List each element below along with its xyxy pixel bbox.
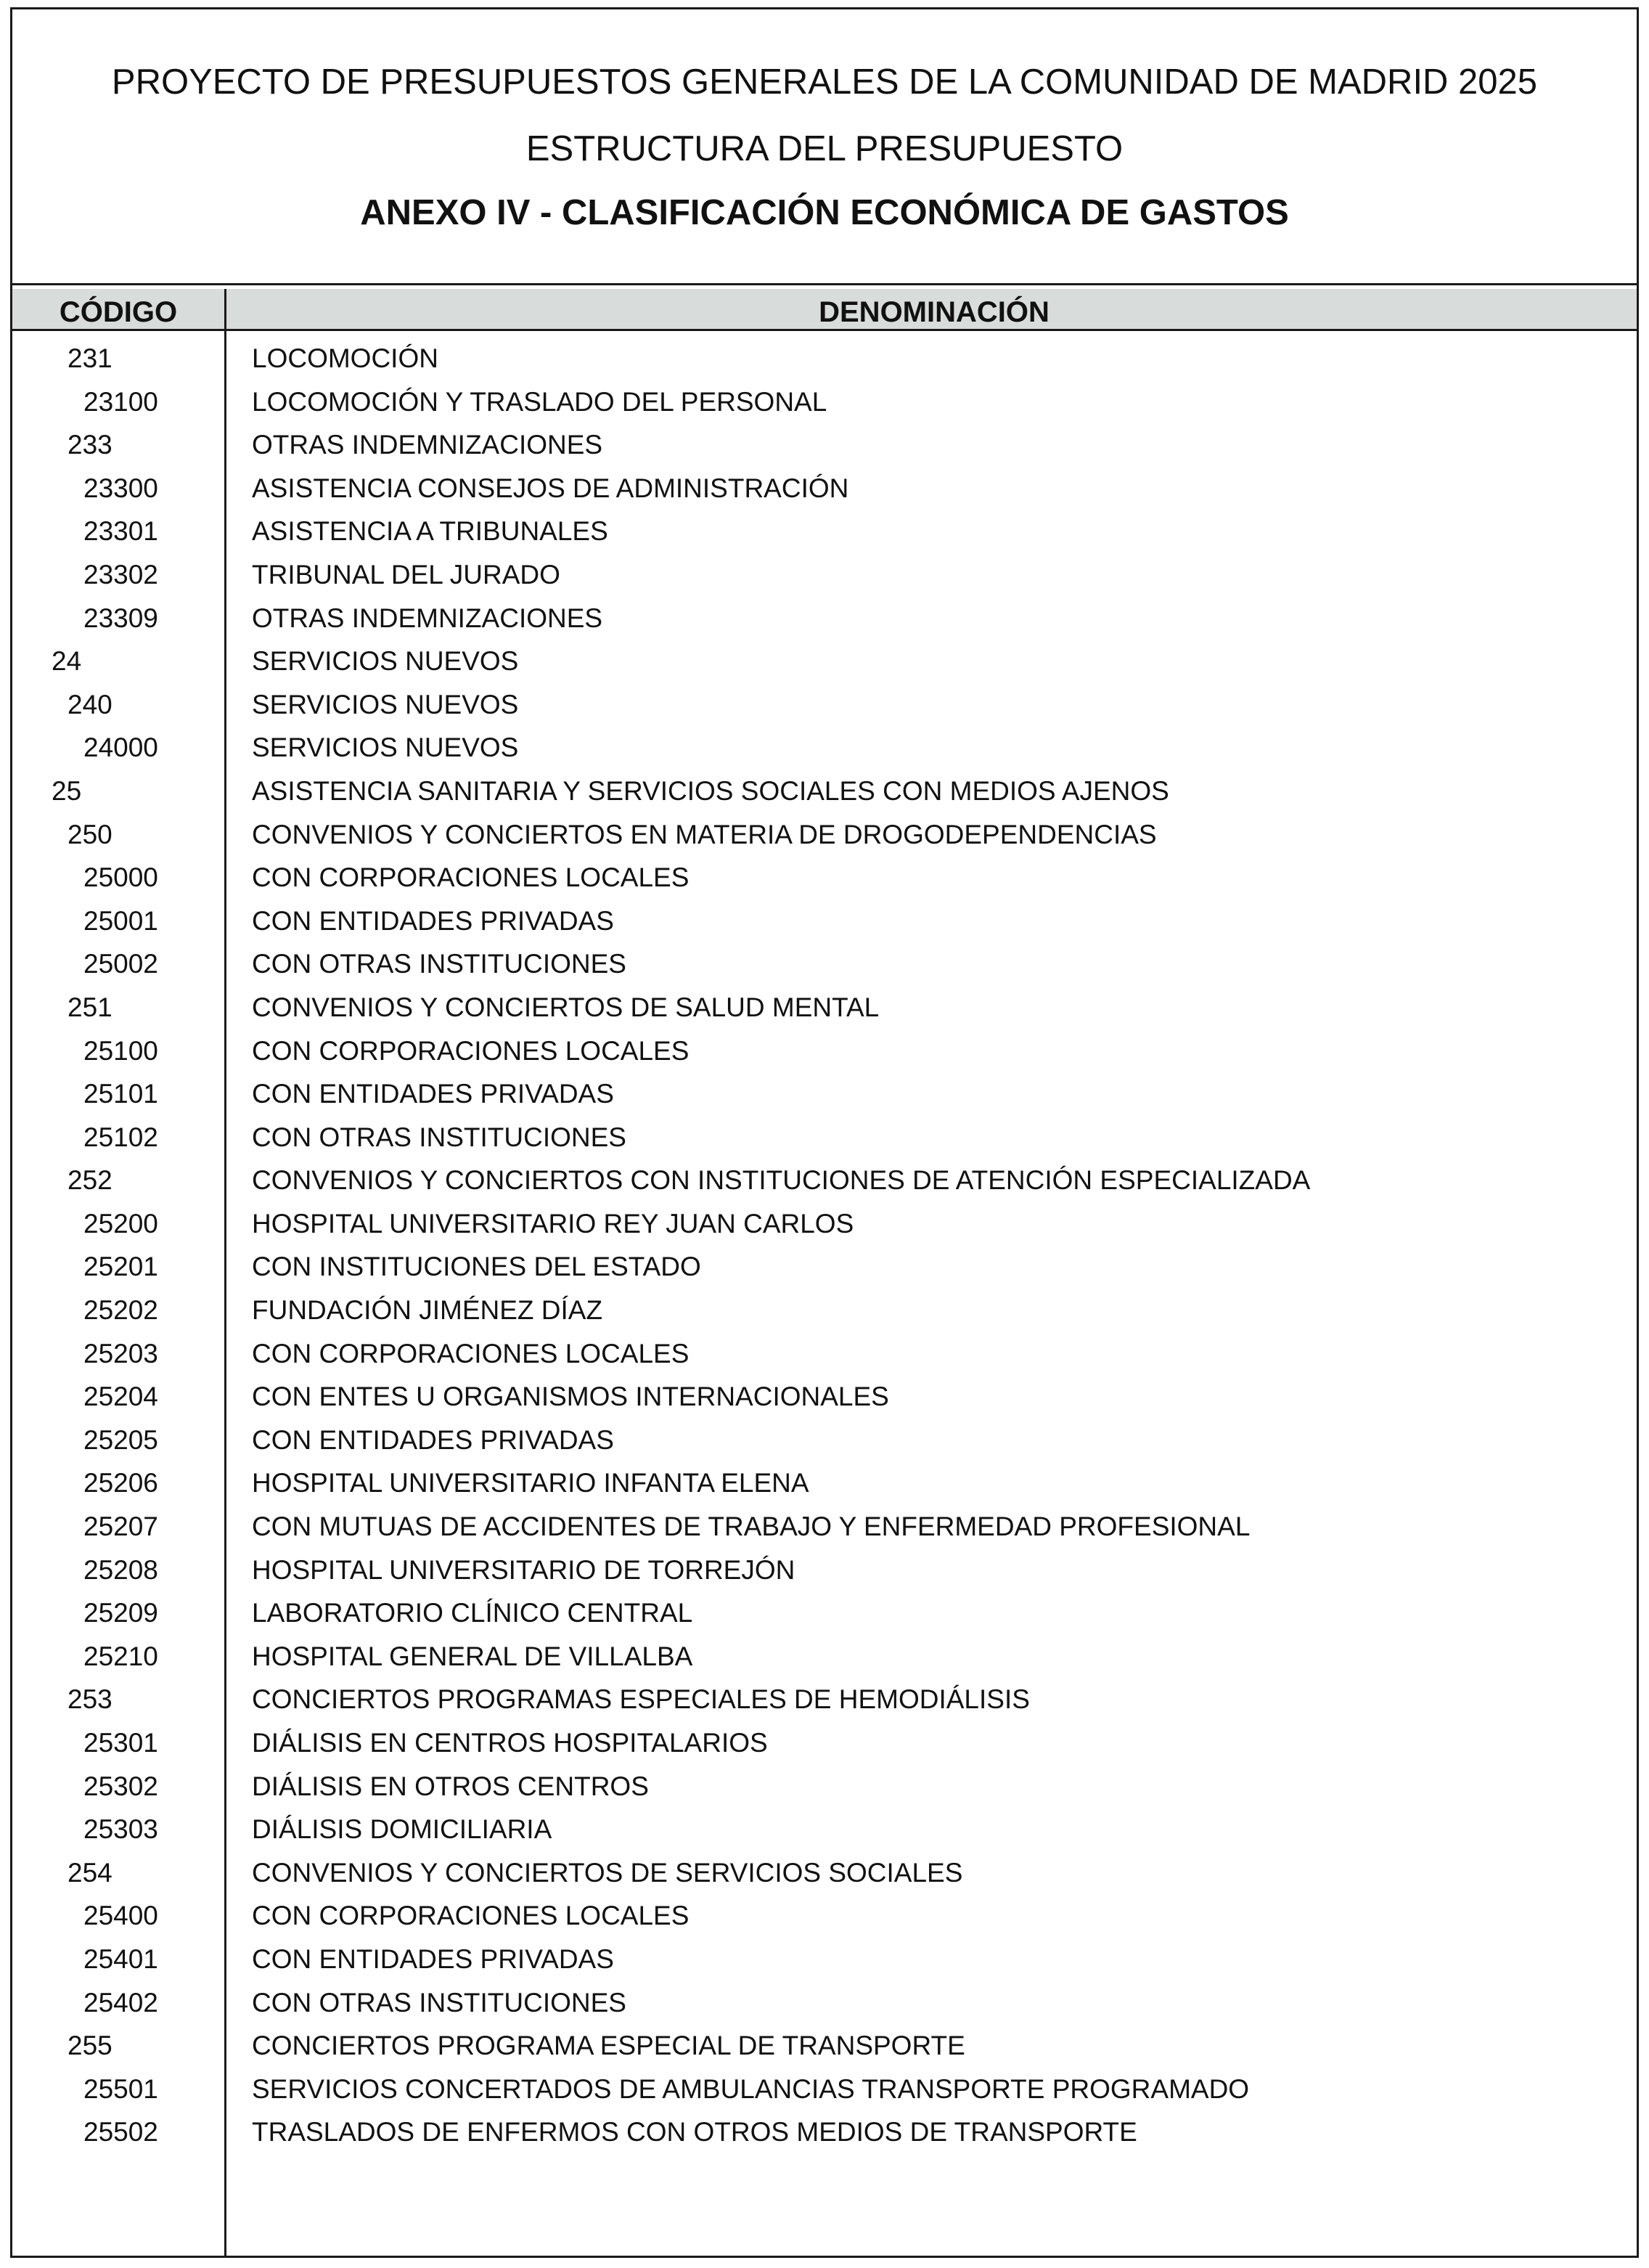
row-code: 25102 <box>83 1122 158 1152</box>
row-code: 25400 <box>83 1901 158 1931</box>
table-row <box>12 1122 1637 1166</box>
table-row <box>12 1339 1637 1382</box>
table-row <box>12 2117 1637 2161</box>
row-code: 25401 <box>83 1943 158 1974</box>
row-denomination: TRIBUNAL DEL JURADO <box>252 559 560 590</box>
row-denomination: CON ENTES U ORGANISMOS INTERNACIONALES <box>252 1382 889 1412</box>
row-code: 23300 <box>83 473 158 503</box>
table-row <box>12 2074 1637 2118</box>
row-denomination: CON MUTUAS DE ACCIDENTES DE TRABAJO Y ENFERMEDAD PROFESIONAL <box>252 1512 1251 1542</box>
row-code: 25204 <box>83 1382 158 1412</box>
row-denomination: CON INSTITUCIONES DEL ESTADO <box>252 1252 701 1282</box>
row-denomination: CON OTRAS INSTITUCIONES <box>252 949 626 979</box>
row-code: 25201 <box>83 1252 158 1282</box>
table-row <box>12 1988 1637 2031</box>
row-code: 254 <box>67 1857 112 1888</box>
row-code: 25100 <box>83 1035 158 1066</box>
table-row <box>12 1555 1637 1599</box>
row-code: 253 <box>67 1684 112 1715</box>
row-code: 25501 <box>83 2073 158 2104</box>
row-denomination: CON ENTIDADES PRIVADAS <box>252 1424 614 1455</box>
row-denomination: CON ENTIDADES PRIVADAS <box>252 1079 614 1109</box>
row-code: 250 <box>67 819 112 849</box>
row-denomination: ASISTENCIA A TRIBUNALES <box>252 516 608 547</box>
table-row <box>12 776 1637 820</box>
row-denomination: OTRAS INDEMNIZACIONES <box>252 603 603 633</box>
row-code: 25203 <box>83 1338 158 1368</box>
row-code: 25000 <box>83 862 158 893</box>
table-row <box>12 1079 1637 1122</box>
row-code: 25301 <box>83 1728 158 1758</box>
table-row <box>12 820 1637 863</box>
row-code: 25200 <box>83 1208 158 1239</box>
table-row <box>12 1295 1637 1339</box>
row-denomination: OTRAS INDEMNIZACIONES <box>252 430 603 460</box>
row-denomination: SERVICIOS NUEVOS <box>252 689 519 719</box>
table-body <box>12 343 1637 2161</box>
table-row <box>12 430 1637 473</box>
table-row <box>12 1165 1637 1209</box>
row-code: 251 <box>67 992 112 1022</box>
row-denomination: CON OTRAS INSTITUCIONES <box>252 1122 626 1152</box>
row-code: 25210 <box>83 1641 158 1671</box>
row-denomination: LOCOMOCIÓN <box>252 343 438 373</box>
table-row <box>12 1858 1637 1901</box>
row-code: 25303 <box>83 1814 158 1845</box>
row-denomination: DIÁLISIS EN CENTROS HOSPITALARIOS <box>252 1728 768 1758</box>
row-code: 25207 <box>83 1512 158 1542</box>
row-denomination: CONVENIOS Y CONCIERTOS EN MATERIA DE DROGODEPENDENCIAS <box>252 819 1157 849</box>
row-denomination: CONVENIOS Y CONCIERTOS CON INSTITUCIONES DE ATENCIÓN ESPECIALIZADA <box>252 1165 1311 1196</box>
row-denomination: SERVICIOS NUEVOS <box>252 646 519 677</box>
row-denomination: LABORATORIO CLÍNICO CENTRAL <box>252 1598 693 1628</box>
column-header-name: DENOMINACIÓN <box>819 296 1049 328</box>
row-denomination: HOSPITAL GENERAL DE VILLALBA <box>252 1641 693 1671</box>
row-code: 25209 <box>83 1598 158 1628</box>
row-code: 25402 <box>83 1987 158 2018</box>
table-row <box>12 1425 1637 1469</box>
row-code: 25302 <box>83 1771 158 1801</box>
row-denomination: CONCIERTOS PROGRAMAS ESPECIALES DE HEMODIÁLISIS <box>252 1684 1030 1715</box>
table-row <box>12 1468 1637 1512</box>
row-code: 231 <box>67 343 112 373</box>
row-denomination: SERVICIOS CONCERTADOS DE AMBULANCIAS TRANSPORTE PROGRAMADO <box>252 2073 1250 2104</box>
row-denomination: CON OTRAS INSTITUCIONES <box>252 1987 626 2018</box>
table-row <box>12 1209 1637 1252</box>
row-code: 233 <box>67 430 112 460</box>
table-row <box>12 1684 1637 1728</box>
table-row <box>12 906 1637 950</box>
table-row <box>12 1814 1637 1858</box>
table-row <box>12 1382 1637 1425</box>
table-row <box>12 603 1637 647</box>
row-denomination: DIÁLISIS DOMICILIARIA <box>252 1814 552 1845</box>
row-code: 25502 <box>83 2117 158 2147</box>
table-row <box>12 1728 1637 1771</box>
row-code: 25206 <box>83 1468 158 1498</box>
row-denomination: CON CORPORACIONES LOCALES <box>252 1035 690 1066</box>
row-denomination: CON CORPORACIONES LOCALES <box>252 1901 690 1931</box>
row-denomination: DIÁLISIS EN OTROS CENTROS <box>252 1771 649 1801</box>
document-subtitle: ESTRUCTURA DEL PRESUPUESTO <box>525 129 1124 168</box>
table-row <box>12 646 1637 690</box>
table-row <box>12 2031 1637 2074</box>
row-denomination: CONVENIOS Y CONCIERTOS DE SERVICIOS SOCIALES <box>252 1857 963 1888</box>
row-code: 25208 <box>83 1554 158 1585</box>
table-row <box>12 690 1637 733</box>
row-denomination: LOCOMOCIÓN Y TRASLADO DEL PERSONAL <box>252 386 827 417</box>
row-code: 240 <box>67 689 112 719</box>
row-denomination: HOSPITAL UNIVERSITARIO DE TORREJÓN <box>252 1554 795 1585</box>
table-row <box>12 1771 1637 1815</box>
document-frame <box>10 7 1639 2258</box>
row-code: 25205 <box>83 1424 158 1455</box>
row-denomination: TRASLADOS DE ENFERMOS CON OTROS MEDIOS DE TRANSPORTE <box>252 2117 1137 2147</box>
table-row <box>12 560 1637 603</box>
table-row <box>12 1944 1637 1988</box>
row-denomination: HOSPITAL UNIVERSITARIO REY JUAN CARLOS <box>252 1208 854 1239</box>
row-denomination: FUNDACIÓN JIMÉNEZ DÍAZ <box>252 1295 603 1326</box>
table-row <box>12 473 1637 517</box>
row-code: 252 <box>67 1165 112 1196</box>
row-denomination: HOSPITAL UNIVERSITARIO INFANTA ELENA <box>252 1468 809 1498</box>
table-row <box>12 1036 1637 1080</box>
row-code: 24 <box>52 646 82 677</box>
row-denomination: CON ENTIDADES PRIVADAS <box>252 1943 614 1974</box>
table-row <box>12 387 1637 431</box>
row-code: 23302 <box>83 559 158 590</box>
table-row <box>12 733 1637 776</box>
row-code: 23309 <box>83 603 158 633</box>
row-code: 25002 <box>83 949 158 979</box>
table-row <box>12 343 1637 387</box>
table-row <box>12 1598 1637 1641</box>
row-code: 23301 <box>83 516 158 547</box>
row-denomination: ASISTENCIA CONSEJOS DE ADMINISTRACIÓN <box>252 473 849 503</box>
row-denomination: CON CORPORACIONES LOCALES <box>252 862 690 893</box>
row-denomination: CONVENIOS Y CONCIERTOS DE SALUD MENTAL <box>252 992 880 1022</box>
table-row <box>12 1252 1637 1295</box>
document-title: PROYECTO DE PRESUPUESTOS GENERALES DE LA COMUNIDAD DE MADRID 2025 <box>111 62 1538 102</box>
row-denomination: SERVICIOS NUEVOS <box>252 733 519 763</box>
table-row <box>12 516 1637 560</box>
table-row <box>12 949 1637 992</box>
table-row <box>12 1901 1637 1944</box>
table-header <box>12 289 1637 331</box>
annex-title: ANEXO IV - CLASIFICACIÓN ECONÓMICA DE GASTOS <box>360 193 1289 232</box>
row-denomination: CONCIERTOS PROGRAMA ESPECIAL DE TRANSPORTE <box>252 2031 965 2061</box>
document-header <box>12 9 1637 285</box>
row-code: 255 <box>67 2031 112 2061</box>
row-code: 25001 <box>83 905 158 936</box>
table-row <box>12 992 1637 1036</box>
table-row <box>12 1512 1637 1555</box>
row-code: 25 <box>52 775 82 806</box>
row-denomination: CON ENTIDADES PRIVADAS <box>252 905 614 936</box>
row-code: 25202 <box>83 1295 158 1326</box>
row-code: 25101 <box>83 1079 158 1109</box>
row-code: 23100 <box>83 386 158 417</box>
row-denomination: ASISTENCIA SANITARIA Y SERVICIOS SOCIALES CON MEDIOS AJENOS <box>252 775 1169 806</box>
table-row <box>12 1641 1637 1685</box>
row-denomination: CON CORPORACIONES LOCALES <box>252 1338 690 1368</box>
table-row <box>12 862 1637 906</box>
row-code: 24000 <box>83 733 158 763</box>
column-header-code: CÓDIGO <box>59 296 178 328</box>
